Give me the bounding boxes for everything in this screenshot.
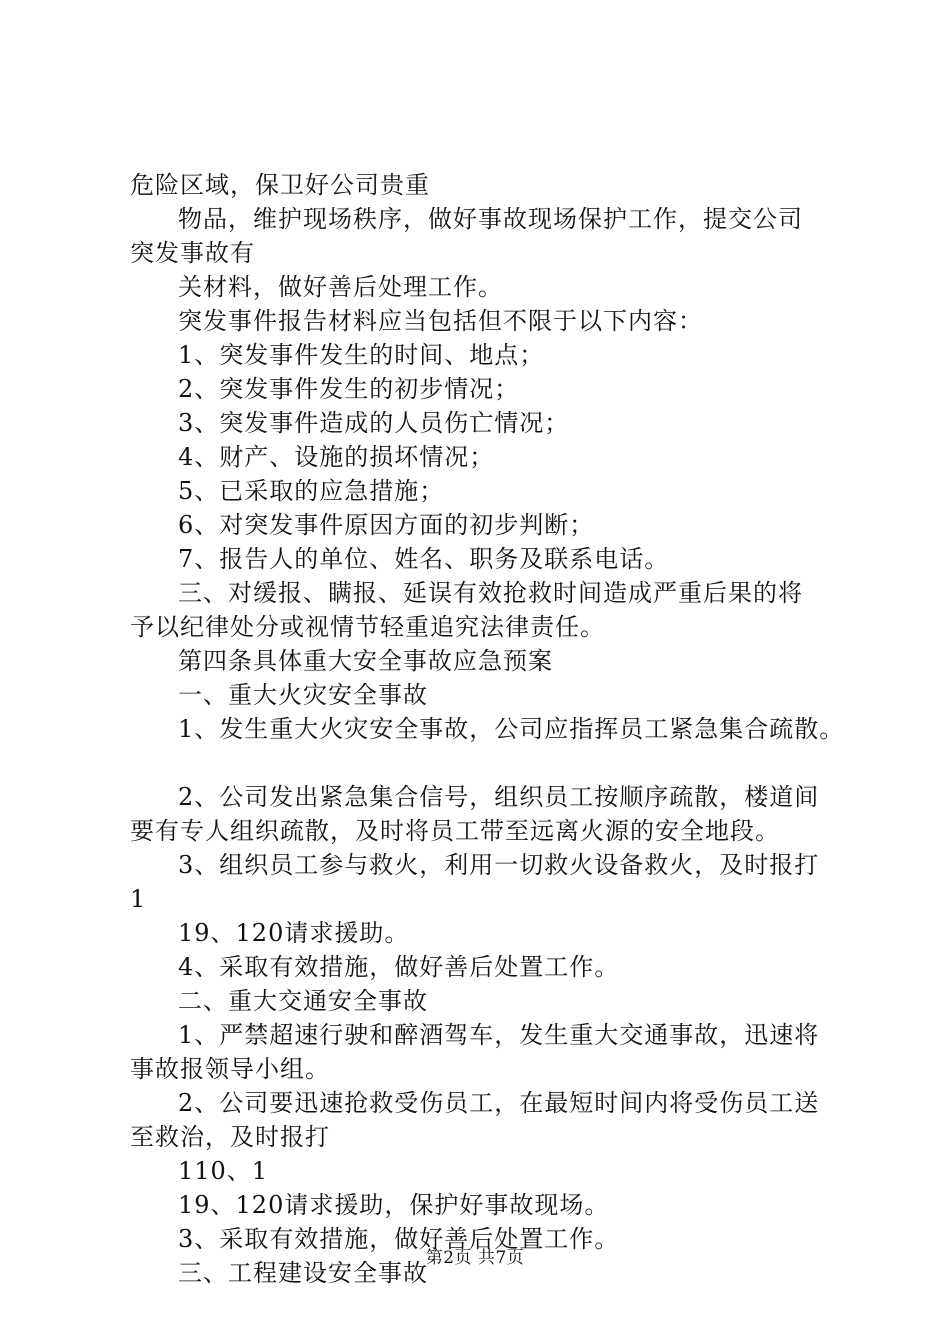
text-line: 1、突发事件发生的时间、地点； (178, 341, 545, 369)
text-line: 19、120请求援助。 (178, 919, 410, 947)
text-line: 1、严禁超速行驶和醉酒驾车，发生重大交通事故，迅速将 (178, 1021, 820, 1049)
text-line: 1 (130, 885, 147, 913)
text-line: 110、1 (178, 1157, 269, 1185)
document-body (130, 168, 850, 1290)
text-line: 4、采取有效措施，做好善后处置工作。 (178, 953, 620, 981)
text-line: 要有专人组织疏散，及时将员工带至远离火源的安全地段。 (130, 817, 780, 845)
text-line: 一、重大火灾安全事故 (178, 681, 428, 709)
text-line: 危险区域，保卫好公司贵重 (130, 171, 430, 199)
text-line: 物品，维护现场秩序，做好事故现场保护工作，提交公司 (178, 205, 803, 233)
text-line: 二、重大交通安全事故 (178, 987, 428, 1015)
text-line: 第四条具体重大安全事故应急预案 (178, 647, 553, 675)
text-line: 6、对突发事件原因方面的初步判断； (178, 511, 595, 539)
text-line: 事故报领导小组。 (130, 1055, 330, 1083)
text-line: 三、对缓报、瞒报、延误有效抢救时间造成严重后果的将 (178, 579, 803, 607)
text-line: 突发事故有 (130, 239, 255, 267)
text-line: 3、组织员工参与救火，利用一切救火设备救火，及时报打 (178, 851, 820, 879)
text-line: 关材料，做好善后处理工作。 (178, 273, 503, 301)
text-line: 7、报告人的单位、姓名、职务及联系电话。 (178, 545, 670, 573)
text-line: 3、突发事件造成的人员伤亡情况； (178, 409, 570, 437)
text-line: 2、公司发出紧急集合信号，组织员工按顺序疏散，楼道间 (178, 783, 820, 811)
text-line: 突发事件报告材料应当包括但不限于以下内容： (178, 307, 703, 335)
page-footer: 第2页 共7页 (425, 1248, 525, 1268)
text-line: 3、采取有效措施，做好善后处置工作。 (178, 1225, 620, 1253)
text-line: 19、120请求援助，保护好事故现场。 (178, 1191, 610, 1219)
text-line: 予以纪律处分或视情节轻重追究法律责任。 (130, 613, 605, 641)
text-line: 三、工程建设安全事故 (178, 1259, 428, 1287)
text-line: 4、财产、设施的损坏情况； (178, 443, 495, 471)
text-line: 1、发生重大火灾安全事故，公司应指挥员工紧急集合疏散。 (178, 715, 845, 743)
text-line: 5、已采取的应急措施； (178, 477, 445, 505)
blank-line (130, 746, 850, 780)
text-line: 2、突发事件发生的初步情况； (178, 375, 520, 403)
text-line: 2、公司要迅速抢救受伤员工，在最短时间内将受伤员工送 (178, 1089, 820, 1117)
text-line: 至救治，及时报打 (130, 1123, 330, 1151)
